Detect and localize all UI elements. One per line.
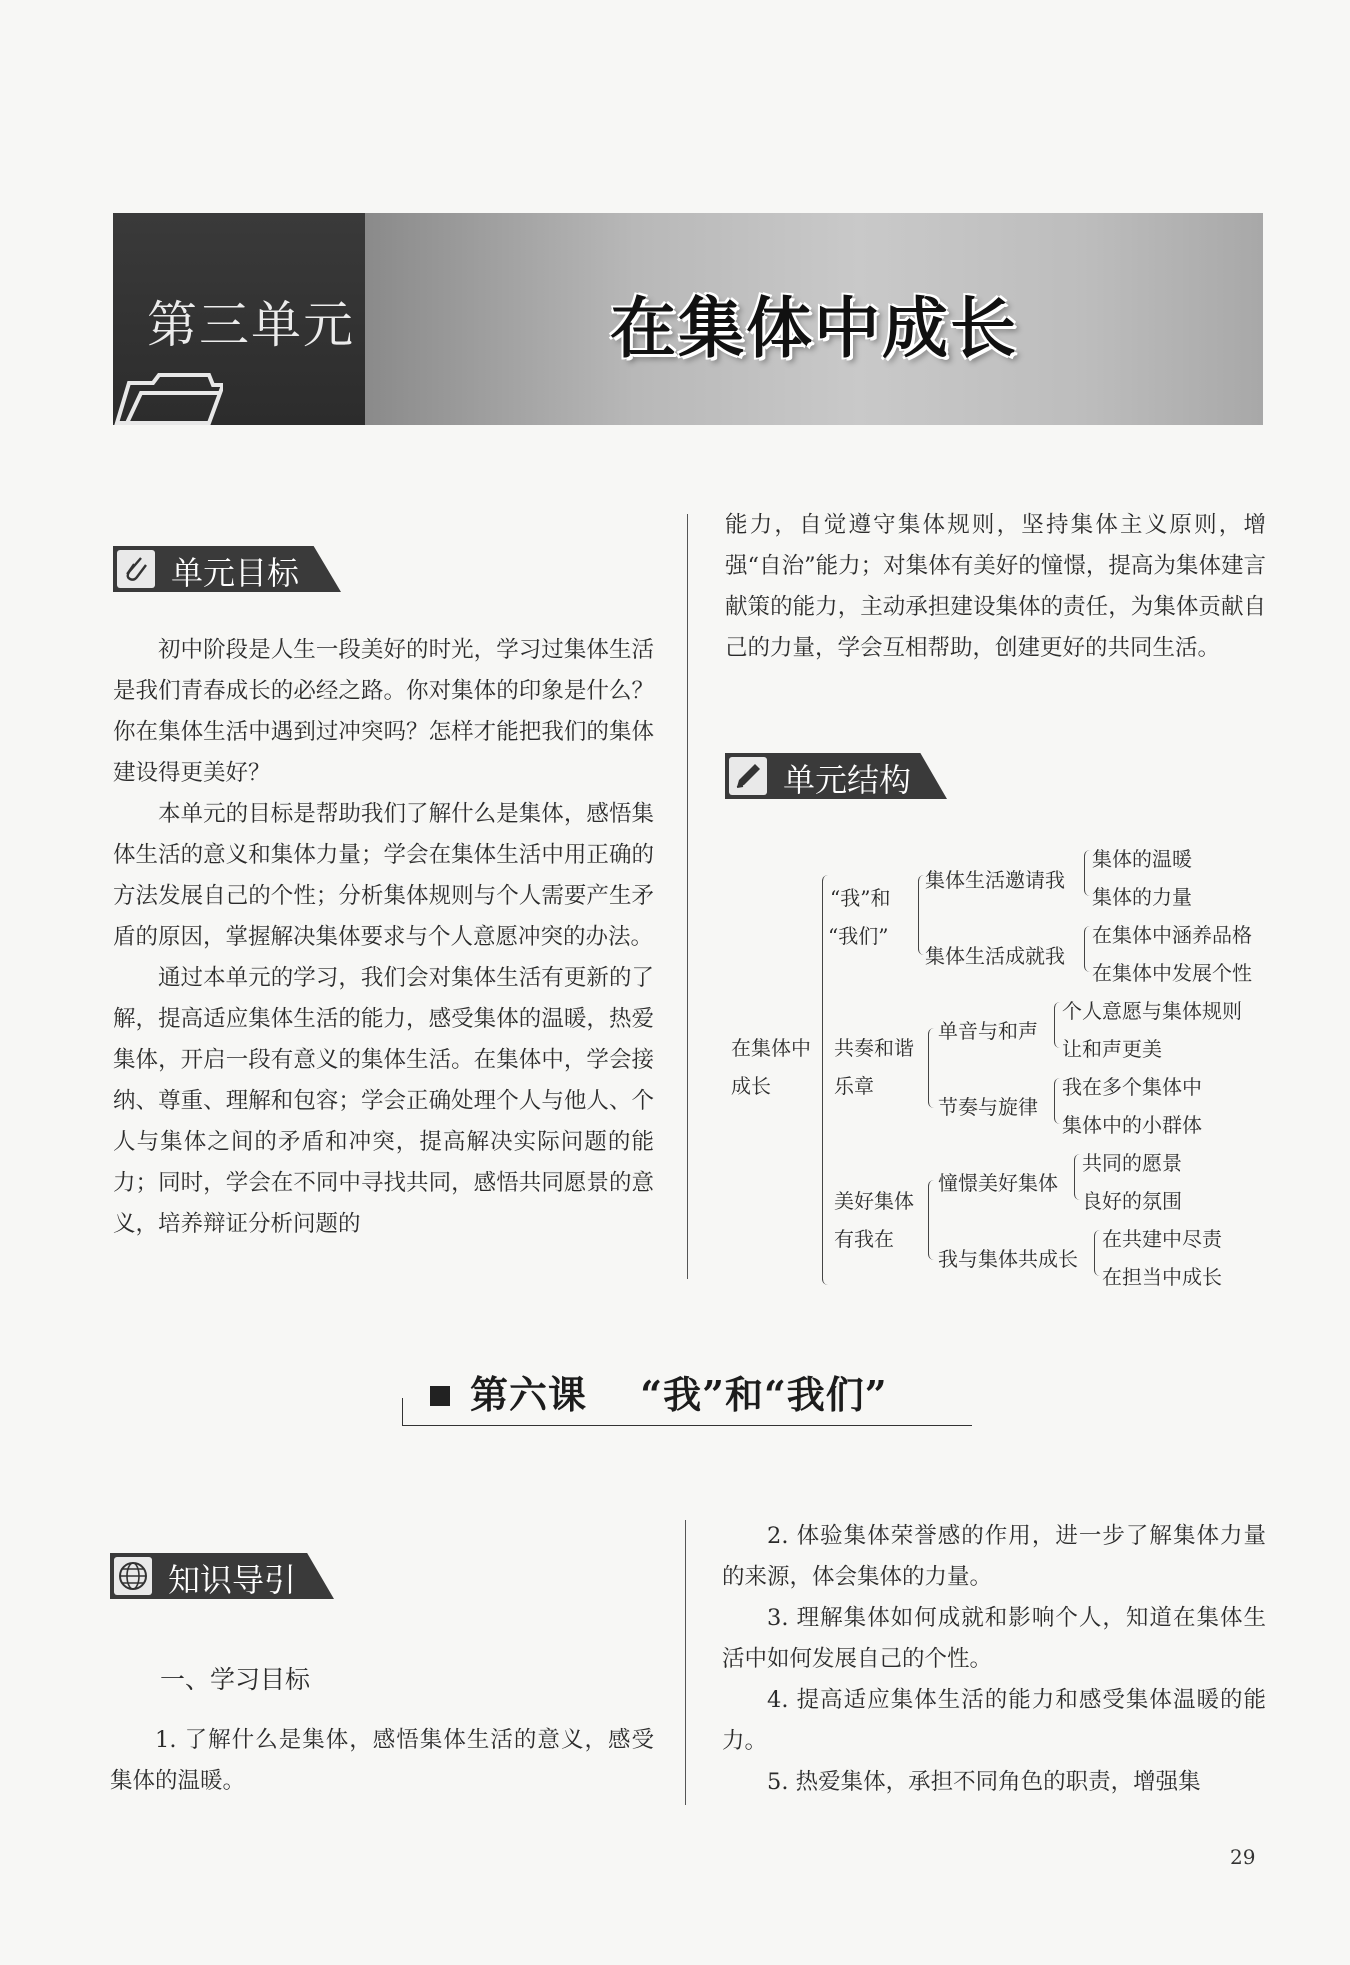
column-divider-lower (685, 1520, 686, 1805)
unit-goal-heading: 单元目标 (171, 554, 300, 592)
tree-leaf-2-1-1: 个人意愿与集体规则 (1062, 999, 1242, 1023)
tree-node-1-1: 集体生活邀请我 (925, 868, 1065, 892)
tree-brace-node-3-2 (1094, 1230, 1102, 1276)
learning-goals-subheading: 一、学习目标 (160, 1665, 311, 1694)
tree-leaf-1-1-2: 集体的力量 (1092, 885, 1192, 909)
tree-branch-3-line-1: 美好集体 (834, 1189, 914, 1213)
tree-leaf-3-1-1: 共同的愿景 (1082, 1151, 1182, 1175)
square-bullet-icon (430, 1386, 450, 1406)
tree-leaf-2-2-1: 我在多个集体中 (1062, 1075, 1202, 1099)
tree-node-1-2: 集体生活成就我 (925, 944, 1065, 968)
knowledge-tag (110, 1553, 334, 1599)
tree-branch-1-line-2: “我们” (828, 924, 889, 948)
unit-goal-paragraph-3: 通过本单元的学习，我们会对集体生活有更新的了解，提高适应集体生活的能力，感受集体的温暖，热爱集体，开启一段有意义的集体生活。在集体中，学会接纳、尊重、理解和包容；学会正确处理个人与他人、个人与集体之间的矛盾和冲突，提高解决实际问题的能力；同时，学会在不同中寻找共同，感悟共同愿景的意义，培养辩证分析问题的 (113, 965, 654, 1237)
page-number: 29 (1230, 1845, 1256, 1869)
tree-leaf-2-1-2: 让和声更美 (1062, 1037, 1162, 1061)
learning-goal-1: 1. 了解什么是集体，感悟集体生活的意义，感受集体的温暖。 (110, 1727, 654, 1794)
tree-brace-node-2-1 (1054, 1002, 1062, 1048)
knowledge-heading: 知识导引 (168, 1561, 297, 1599)
tree-root-line-2: 成长 (731, 1074, 771, 1098)
tree-leaf-1-1-1: 集体的温暖 (1092, 847, 1192, 871)
learning-goals-left (110, 1720, 654, 1802)
lesson-heading (402, 1364, 972, 1426)
tree-leaf-3-2-2: 在担当中成长 (1102, 1265, 1222, 1289)
tree-branch-1-line-1: “我”和 (830, 886, 891, 910)
tree-leaf-3-2-1: 在共建中尽责 (1102, 1227, 1222, 1251)
globe-icon (114, 1557, 152, 1595)
unit-goal-paragraph-1: 初中阶段是人生一段美好的时光，学习过集体生活是我们青春成长的必经之路。你对集体的印象是什么？你在集体生活中遇到过冲突吗？怎样才能把我们的集体建设得更美好？ (113, 637, 654, 786)
tree-brace-branch-3 (928, 1180, 937, 1260)
tree-node-3-1: 憧憬美好集体 (938, 1171, 1058, 1195)
tree-brace-branch-2 (928, 1028, 937, 1108)
tree-branch-2-line-1: 共奏和谐 (834, 1036, 914, 1060)
tree-leaf-2-2-2: 集体中的小群体 (1062, 1113, 1202, 1137)
tree-leaf-1-2-1: 在集体中涵养品格 (1092, 923, 1252, 947)
tree-brace-node-1-1 (1084, 850, 1092, 896)
unit-title: 在集体中成长 (610, 290, 1018, 367)
learning-goal-3: 3. 理解集体如何成就和影响个人，知道在集体生活中如何发展自己的个性。 (722, 1605, 1266, 1672)
learning-goals-right (722, 1516, 1266, 1803)
tree-node-3-2: 我与集体共成长 (938, 1247, 1078, 1271)
tree-leaf-1-2-2: 在集体中发展个性 (1092, 961, 1252, 985)
lesson-title: 第六课 “我”和“我们” (470, 1372, 888, 1417)
tree-root-line-1: 在集体中 (731, 1036, 811, 1060)
unit-goal-paragraph-2: 本单元的目标是帮助我们了解什么是集体，感悟集体生活的意义和集体力量；学会在集体生活中用正确的方法发展自己的个性；分析集体规则与个人需要产生矛盾的原因，掌握解决集体要求与个人意愿冲突的办法。 (113, 801, 654, 950)
learning-goal-4: 4. 提高适应集体生活的能力和感受集体温暖的能力。 (722, 1687, 1266, 1754)
tree-brace-node-3-1 (1074, 1154, 1082, 1200)
tree-branch-2-line-2: 乐章 (834, 1074, 874, 1098)
learning-goal-5: 5. 热爱集体，承担不同角色的职责，增强集 (767, 1769, 1201, 1795)
unit-structure-heading: 单元结构 (783, 761, 912, 799)
unit-label: 第三单元 (147, 296, 355, 354)
unit-goal-paragraph-3-continued: 能力，自觉遵守集体规则，坚持集体主义原则，增强“自治”能力；对集体有美好的憧憬，提高为集体建言献策的能力，主动承担建设集体的责任，为集体贡献自己的力量，学会互相帮助，创建更好的共同生活。 (725, 512, 1266, 661)
tree-node-2-2: 节奏与旋律 (938, 1095, 1038, 1119)
tree-leaf-3-1-2: 良好的氛围 (1082, 1189, 1182, 1213)
tree-branch-3-line-2: 有我在 (834, 1227, 894, 1251)
tree-node-2-1: 单音与和声 (938, 1019, 1038, 1043)
tree-brace-node-2-2 (1054, 1078, 1062, 1124)
learning-goal-2: 2. 体验集体荣誉感的作用，进一步了解集体力量的来源，体会集体的力量。 (722, 1523, 1266, 1590)
tree-brace-node-1-2 (1084, 926, 1092, 972)
